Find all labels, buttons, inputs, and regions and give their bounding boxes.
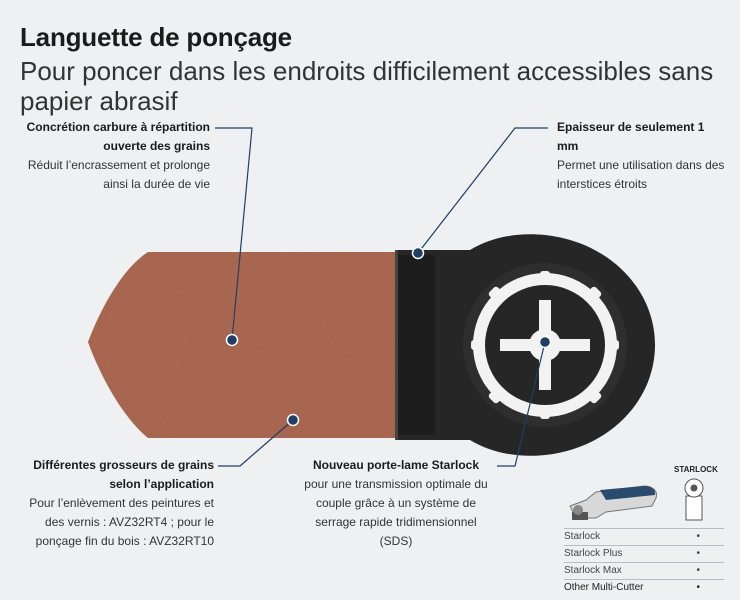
callout-thickness-text: Permet une utilisation dans des interstices étroits	[557, 158, 725, 191]
callout-carbide	[14, 118, 210, 194]
compat-row-label: Starlock Max	[564, 565, 622, 576]
compat-row	[564, 562, 724, 579]
callout-grit	[14, 456, 214, 551]
compat-row-mark: •	[696, 582, 700, 593]
compat-row-mark: •	[696, 548, 700, 559]
compat-row-mark: •	[696, 565, 700, 576]
starlock-badge: STARLOCK	[674, 465, 718, 474]
marker-dot-grit	[288, 415, 299, 426]
callout-thickness	[557, 118, 727, 194]
multi-cutter-tool-icon	[566, 478, 660, 526]
compat-row-label: Other Multi-Cutter	[564, 582, 644, 593]
page-subtitle: Pour poncer dans les endroits difficilement accessibles sans papier abrasif	[20, 56, 714, 116]
compat-row-label: Starlock	[564, 531, 601, 542]
compat-row-label: Starlock Plus	[564, 548, 623, 559]
starlock-blade-icon	[680, 476, 708, 524]
compatibility-table	[564, 528, 724, 596]
compat-row	[564, 528, 724, 545]
abrasive-pad	[88, 252, 395, 438]
callout-carbide-text: Réduit l’encrassement et prolonge ainsi la durée de vie	[27, 158, 210, 191]
compat-row	[564, 545, 724, 562]
compat-row-mark: •	[696, 531, 700, 542]
compat-row	[564, 579, 724, 596]
callout-starlock-heading: Nouveau porte-lame Starlock	[312, 458, 480, 472]
callout-starlock-text: pour une transmission optimale du couple grâce à un système de serrage rapide tridimensionnel (SDS)	[304, 477, 488, 548]
marker-dot-starlock	[540, 337, 551, 348]
callout-thickness-heading: Epaisseur de seulement 1 mm	[557, 120, 705, 153]
marker-dot-carbide	[227, 335, 238, 346]
callout-grit-text: Pour l’enlèvement des peintures et des vernis : AVZ32RT4 ; pour le ponçage fin du bois : AVZ32RT10	[29, 496, 214, 548]
page-title: Languette de ponçage	[20, 22, 292, 52]
marker-dot-thickness	[413, 248, 424, 259]
callout-carbide-heading: Concrétion carbure à répartition ouverte des grains	[26, 120, 210, 153]
callout-starlock	[300, 456, 492, 551]
callout-grit-heading: Différentes grosseurs de grains selon l’application	[33, 458, 214, 491]
